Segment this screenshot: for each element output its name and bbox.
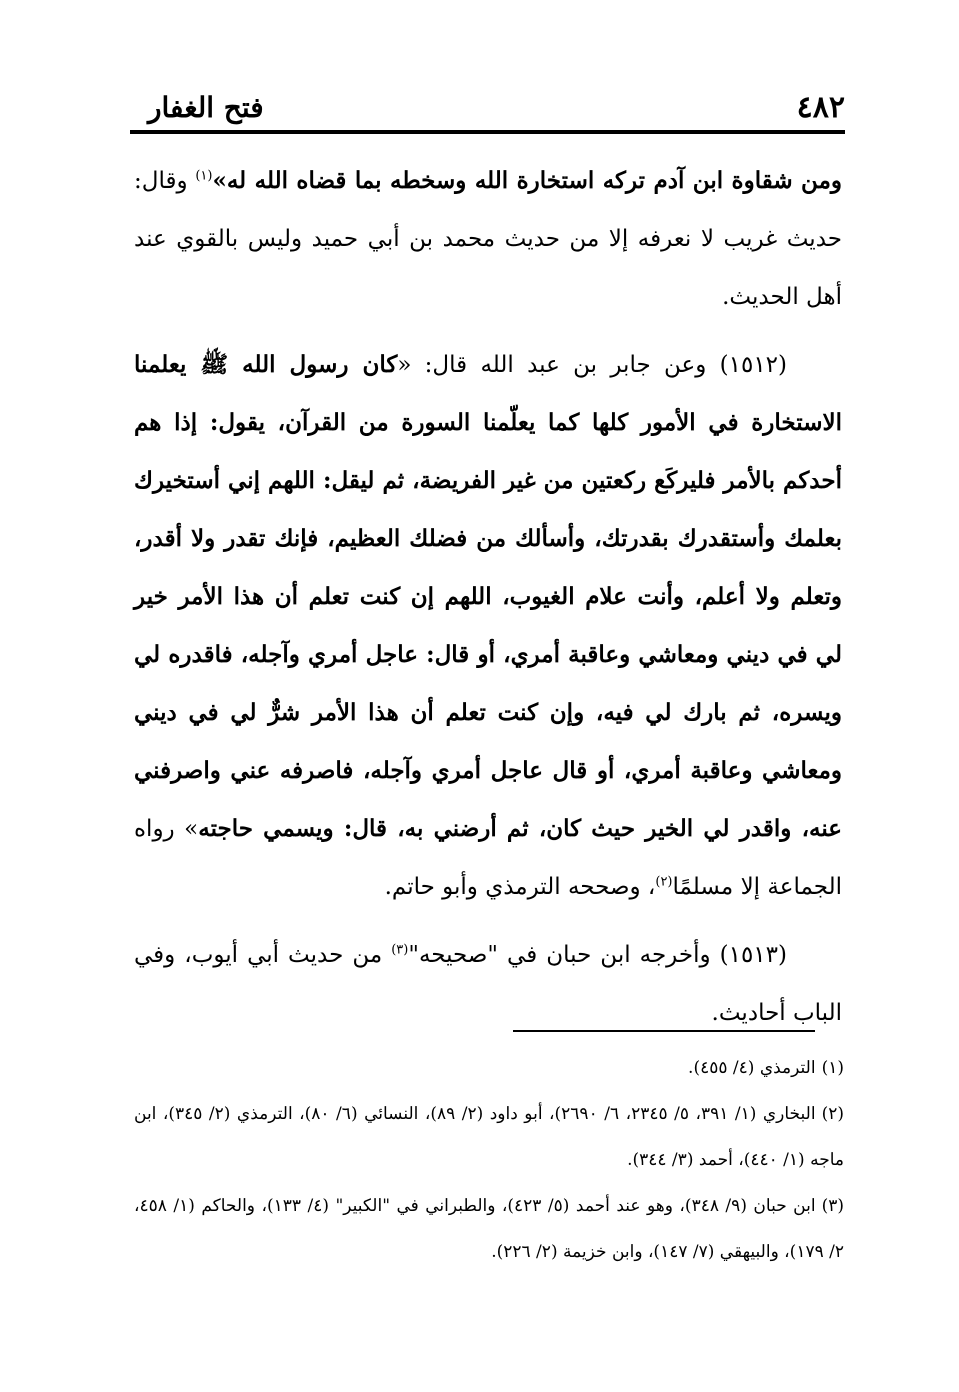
paragraph-text: ، وصححه الترمذي وأبو حاتم. xyxy=(384,874,656,900)
paragraph-text: وقال: حديث غريب لا نعرفه إلا من حديث محمد بن أبي حميد وليس بالقوي عند أهل الحديث. xyxy=(134,168,842,310)
header-divider xyxy=(130,130,845,134)
hadith-quote: ومن شقاوة ابن آدم تركه استخارة الله وسخطه بما قضاه الله له» xyxy=(212,167,842,194)
footnote-reference: (٣) xyxy=(391,942,409,958)
running-header xyxy=(130,84,845,128)
footnote xyxy=(134,1045,844,1091)
main-text xyxy=(134,152,842,1052)
footnote-text: ابن حبان (٩/ ٣٤٨)، وهو عند أحمد (٥/ ٤٢٣)، والطبراني في "الكبير" (٤/ ١٣٣)، والحاكم (١/ ٤٥٨، ٢/ ١٧٩)، والبيهقي (٧/ ١٤٧)، وابن خزيمة (٢/ ٢٢٦). xyxy=(134,1196,844,1262)
footnote-reference: (٢) xyxy=(655,874,673,890)
hadith-1513 xyxy=(134,926,842,1042)
page-number: ٤٨٢ xyxy=(796,90,845,125)
footnote xyxy=(134,1091,844,1183)
footnote-reference: (١) xyxy=(195,168,213,184)
footnote-divider xyxy=(513,1030,815,1032)
paragraph-text: من حديث أبي أيوب، وفي الباب أحاديث. xyxy=(134,942,842,1026)
hadith-number: (١٥١٣) xyxy=(719,942,787,968)
footnote-number: (٢) xyxy=(821,1104,844,1124)
footnote xyxy=(134,1183,844,1275)
paragraph-text: وأخرجه ابن حبان في "صحيحه" xyxy=(408,942,720,968)
footnote-text: الترمذي (٤/ ٤٥٥). xyxy=(688,1058,816,1078)
hadith-number: (١٥١٢) xyxy=(719,352,788,378)
footnote-number: (٣) xyxy=(821,1196,844,1216)
paragraph-continuation xyxy=(134,152,842,326)
paragraph-text: » رواه الجماعة إلا مسلمًا xyxy=(134,816,842,900)
footnotes xyxy=(134,1045,844,1275)
book-title: فتح الغفار xyxy=(148,91,264,124)
hadith-quote: كان رسول الله ﷺ يعلمنا الاستخارة في الأمور كلها كما يعلّمنا السورة من القرآن، يقول: إذا هم أحدكم بالأمر فليركَع ركعتين من غير الفريضة، ثم ليقل: اللهم إني أستخيرك بعلمك وأستقدرك بقدرتك، وأسألك من فضلك العظيم، فإنك تقدر ولا أقدر، وتعلم ولا أعلم، وأنت علام الغيوب، اللهم إن كنت تعلم أن هذا الأمر خير لي في ديني ومعاشي وعاقبة أمري، أو قال: عاجل أمري وآجله، فاقدره لي ويسره، ثم بارك لي فيه، وإن كنت تعلم أن هذا الأمر شرٌّ لي في ديني ومعاشي وعاقبة أمري، أو قال عاجل أمري وآجله، فاصرفه عني واصرفني عنه، واقدر لي الخير حيث كان، ثم أرضني به، قال: ويسمي حاجته xyxy=(134,351,842,842)
footnote-text: البخاري (١/ ٣٩١، ٥/ ٢٣٤٥، ٦/ ٢٦٩٠)، أبو داود (٢/ ٨٩)، النسائي (٦/ ٨٠)، الترمذي (٢/ ٣٤٥)، ابن ماجه (١/ ٤٤٠)، أحمد (٣/ ٣٤٤). xyxy=(134,1104,844,1170)
footnote-number: (١) xyxy=(821,1058,844,1078)
hadith-1512 xyxy=(134,336,842,916)
paragraph-text: وعن جابر بن عبد الله قال: « xyxy=(397,352,720,378)
